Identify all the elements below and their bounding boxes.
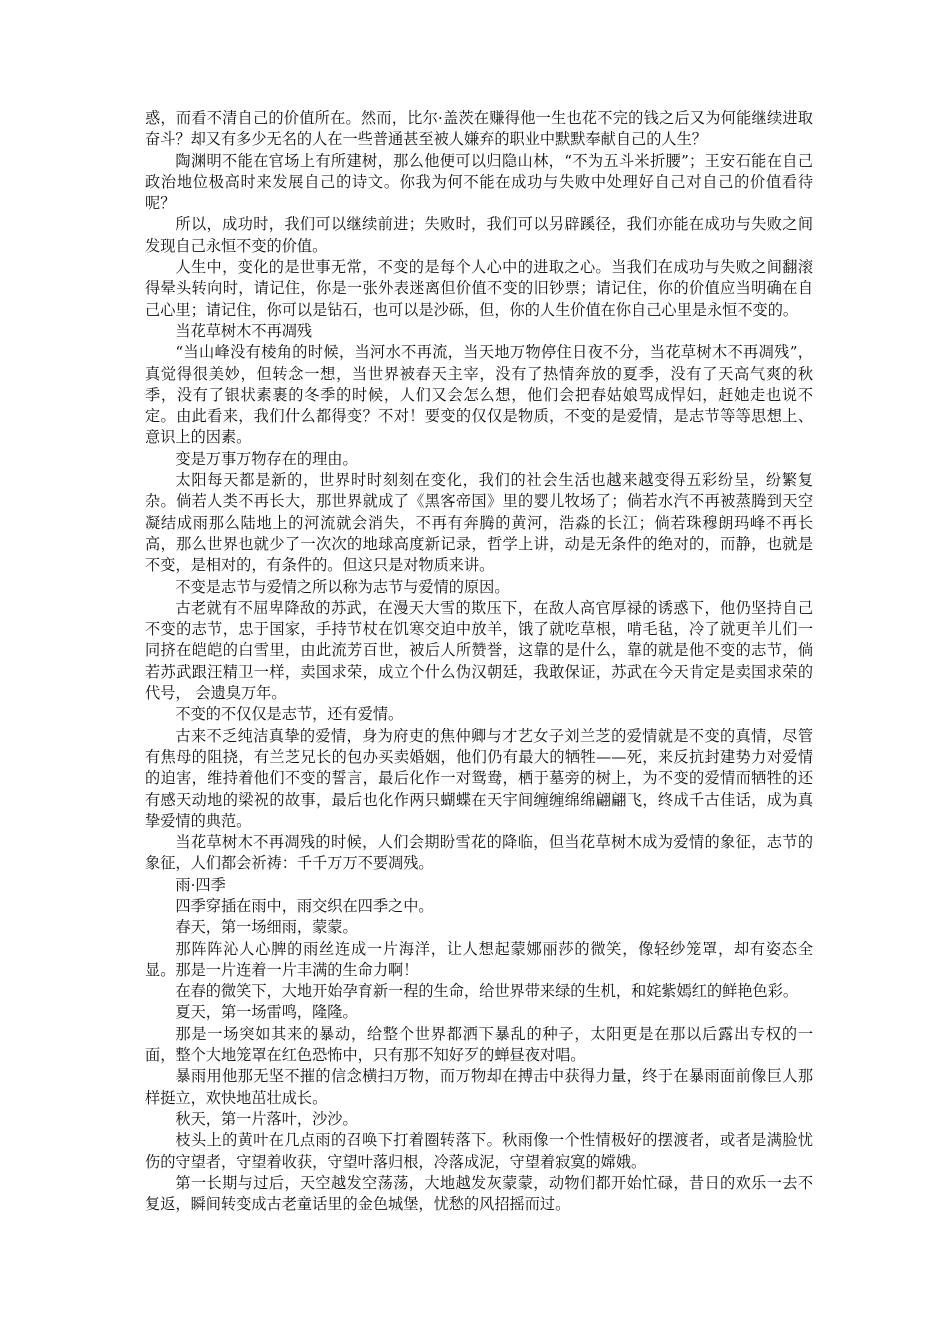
paragraph: 陶渊明不能在官场上有所建树，那么他便可以归隐山林，“不为五斗米折腰”；王安石能在自己政治地位极高时来发展自己的诗文。你我为何不能在成功与失败中处理好自己对自己的价值看待呢？ xyxy=(145,151,813,213)
paragraph: 不变的不仅仅是志节，还有爱情。 xyxy=(175,705,404,724)
document-body xyxy=(145,108,813,1215)
section-heading: 当花草树木不再凋残 xyxy=(175,321,313,340)
paragraph: 古老就有不屈卑降敌的苏武，在漫天大雪的欺压下，在敌人高官厚禄的诱惑下，他仍坚持自己不变的志节，忠于国家，手持节杖在饥寒交迫中放羊，饿了就吃草根，啃毛毡，冷了就更羊儿们一同挤在皑皑的白雪里，由此流芳百世，被后人所赞誉，这靠的是什么，靠的就是他不变的志节，倘若苏武跟汪精卫一样，卖国求荣，成立个什么伪汉朝廷，我敢保证，苏武在今天肯定是卖国求荣的代号， 会遗臭万年。 xyxy=(145,598,813,703)
paragraph: 太阳每天都是新的，世界时时刻刻在变化，我们的社会生活也越来越变得五彩纷呈，纷繁复杂。倘若人类不再长大，那世界就成了《黑客帝国》里的婴儿牧场了；倘若水汽不再被蒸腾到天空凝结成雨那么陆地上的河流就会消失，不再有奔腾的黄河，浩淼的长江；倘若珠穆朗玛峰不再长高，那么世界也就少了一次次的地球高度新记录，哲学上讲，动是无条件的绝对的，而静，也就是不变，是相对的，有条件的。但这只是对物质来讲。 xyxy=(145,471,813,575)
paragraph: 春天，第一场细雨，蒙蒙。 xyxy=(175,918,358,937)
section-heading: 雨·四季 xyxy=(175,875,226,894)
paragraph: 四季穿插在雨中，雨交织在四季之中。 xyxy=(175,896,434,915)
paragraph: 第一长期与过后，天空越发空荡荡，大地越发灰蒙蒙，动物们都开始忙碌，昔日的欢乐一去不复返，瞬间转变成古老童话里的金色城堡，忧愁的风招摇而过。 xyxy=(145,1173,813,1214)
paragraph: 那是一场突如其来的暴动，给整个世界都洒下暴乱的种子，太阳更是在那以后露出专权的一面，整个大地笼罩在红色恐怖中，只有那不知好歹的蝉昼夜对唱。 xyxy=(145,1024,813,1065)
paragraph: 当花草树木不再凋残的时候，人们会期盼雪花的降临，但当花草树木成为爱情的象征，志节的象征，人们都会祈祷：千千万万不要凋残。 xyxy=(145,833,813,873)
paragraph: 夏天，第一场雷鸣，隆隆。 xyxy=(175,1003,358,1022)
paragraph: 暴雨用他那无坚不摧的信念横扫万物，而万物却在搏击中获得力量，终于在暴雨面前像巨人那样挺立，欢快地茁壮成长。 xyxy=(145,1067,813,1107)
paragraph: 秋天，第一片落叶，沙沙。 xyxy=(175,1109,358,1128)
paragraph: 所以，成功时，我们可以继续前进；失败时，我们可以另辟蹊径，我们亦能在成功与失败之间发现自己永恒不变的价值。 xyxy=(145,215,813,255)
paragraph: 古来不乏纯洁真挚的爱情，身为府吏的焦仲卿与才艺女子刘兰芝的爱情就是不变的真情，尽管有焦母的阻挠，有兰芝兄长的包办买卖婚姻，他们仍有最大的牺牲——死，来反抗封建势力对爱情的迫害，维持着他们不变的誓言，最后化作一对鸳鸯，栖于墓旁的树上，为不变的爱情而牺牲的还有感天动地的梁祝的故事，最后也化作两只蝴蝶在天宇间缠缠绵绵翩翩飞，终成千古佳话，成为真挚爱情的典范。 xyxy=(145,726,813,830)
paragraph: 不变是志节与爱情之所以称为志节与爱情的原因。 xyxy=(175,577,510,596)
paragraph: 人生中，变化的是世事无常，不变的是每个人心中的进取之心。当我们在成功与失败之间翻滚得晕头转向时，请记住，你是一张外表迷离但价值不变的旧钞票；请记住，你的价值应当明确在自己心里；请记住，你可以是钻石，也可以是沙砾，但，你的人生价值在你自己心里是永恒不变的。 xyxy=(145,258,813,319)
paragraph: 在春的微笑下，大地开始孕育新一程的生命，给世界带来绿的生机，和姹紫嫣红的鲜艳色彩。 xyxy=(175,982,799,1001)
paragraph: 那阵阵沁人心脾的雨丝连成一片海洋，让人想起蒙娜丽莎的微笑，像轻纱笼罩，却有姿态全显。那是一片连着一片丰满的生命力啊！ xyxy=(145,939,813,979)
paragraph: 变是万事万物存在的理由。 xyxy=(175,449,358,468)
paragraph: 惑，而看不清自己的价值所在。然而，比尔·盖茨在赚得他一生也花不完的钱之后又为何能继续进取奋斗？却又有多少无名的人在一些普通甚至被人嫌弃的职业中默默奉献自己的人生？ xyxy=(145,109,813,149)
paragraph: 枝头上的黄叶在几点雨的召唤下打着圈转落下。秋雨像一个性情极好的摆渡者，或者是满脸忧伤的守望者，守望着收获，守望叶落归根，冷落成泥，守望着寂寞的嫦娥。 xyxy=(145,1131,813,1171)
paragraph: “当山峰没有棱角的时候，当河水不再流，当天地万物停住日夜不分，当花草树木不再凋残”，真觉得很美妙，但转念一想，当世界被春天主宰，没有了热情奔放的夏季，没有了天高气爽的秋季，没有了银状素裹的冬季的时候，人们又会怎么想，他们会把春姑娘骂成悍妇，赶她走也说不定。由此看来，我们什么都得变？不对！要变的仅仅是物质，不变的是爱情，是志节等等思想上、意识上的因素。 xyxy=(145,343,813,447)
